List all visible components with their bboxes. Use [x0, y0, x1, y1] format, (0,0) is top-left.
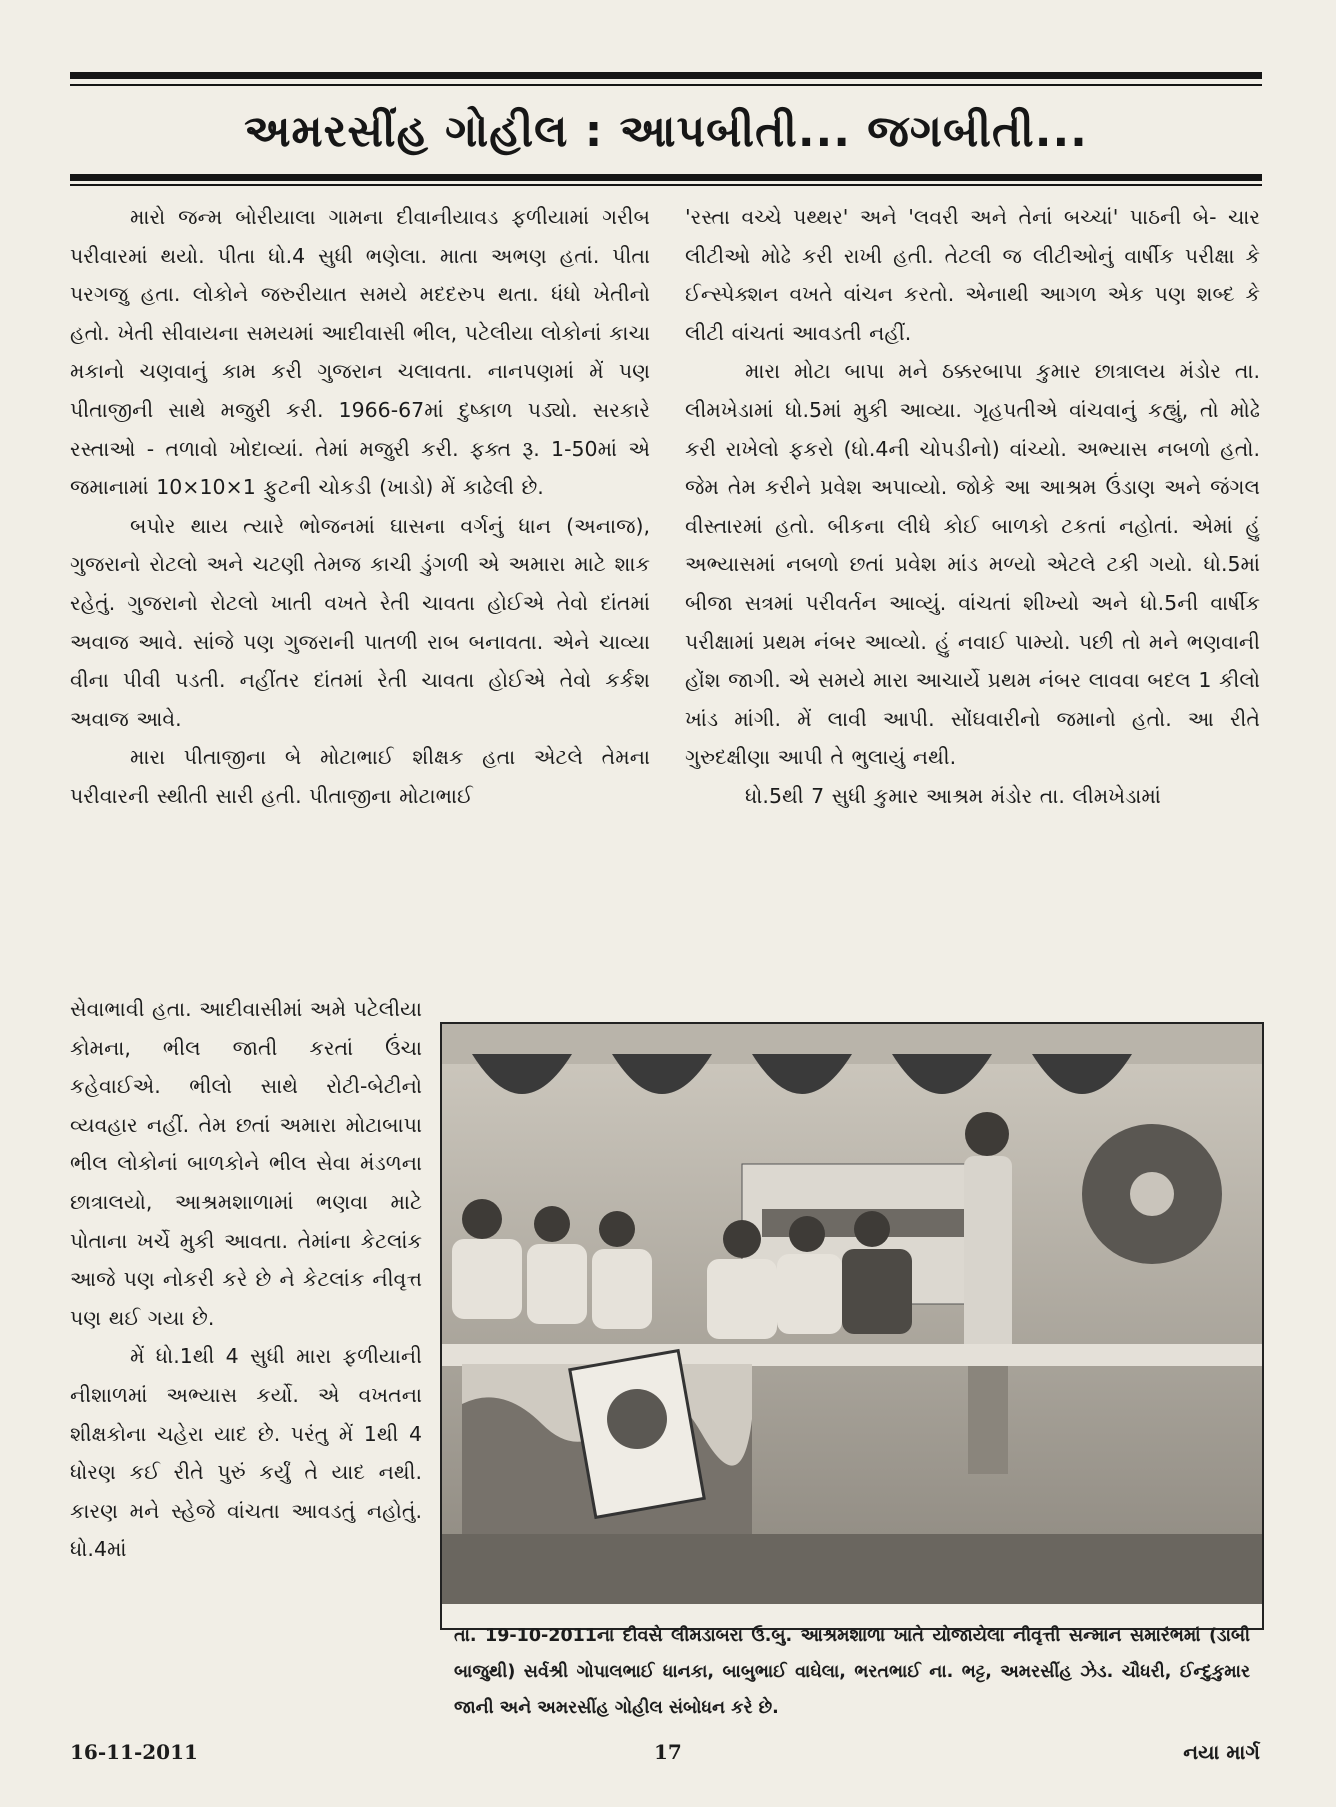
title-rule-thick [70, 174, 1262, 181]
page-number: 17 [654, 1740, 682, 1764]
paragraph: મારો જન્મ બોરીયાલા ગામના દીવાનીયાવડ ફળીયામાં ગરીબ પરીવારમાં થયો. પીતા ધો.4 સુધી ભણેલા. માતા અભણ હતાં. પીતા પરગજુ હતા. લોકોને જરુરીયાત સમયે મદદરુપ થતા. ધંધો ખેતીનો હતો. ખેતી સીવાયના સમયમાં આદીવાસી ભીલ, પટેલીયા લોકોનાં કાચા મકાનો ચણવાનું કામ કરી ગુજરાન ચલાવતા. નાનપણમાં મેં પણ પીતાજીની સાથે મજુરી કરી. 1966-67માં દુષ્કાળ પડ્યો. સરકારે રસ્તાઓ - તળાવો ખોદાવ્યાં. તેમાં મજુરી કરી. ફક્ત રૂ. 1-50માં એ જમાનામાં 10×10×1 ફુટની ચોકડી (ખાડો) મેં કાઢેલી છે. [70, 205, 650, 500]
magazine-name: નયા માર્ગ [1183, 1740, 1260, 1764]
paragraph: મારા પીતાજીના બે મોટાભાઈ શીક્ષક હતા એટલે તેમના પરીવારની સ્થીતી સારી હતી. પીતાજીના મોટાભાઈ [70, 745, 650, 808]
right-column [685, 198, 1260, 816]
article-title: અમરસીંહ ગોહીલ : આપબીતી... જગબીતી... [244, 106, 1088, 157]
paragraph: 'રસ્તા વચ્ચે પથ્થર' અને 'લવરી અને તેનાં બચ્ચાં' પાઠની બે- ચાર લીટીઓ મોઢે કરી રાખી હતી. તેટલી જ લીટીઓનું વાર્ષીક પરીક્ષા કે ઈન્સ્પેક્શન વખતે વાંચન કરતો. એનાથી આગળ એક પણ શબ્દ કે લીટી વાંચતાં આવડતી નહીં. [685, 205, 1260, 345]
paragraph: સેવાભાવી હતા. આદીવાસીમાં અમે પટેલીયા કોમના, ભીલ જાતી કરતાં ઉંચા કહેવાઈએ. ભીલો સાથે રોટી-બેટીનો વ્યવહાર નહીં. તેમ છતાં અમારા મોટાબાપા ભીલ લોકોનાં બાળકોને ભીલ સેવા મંડળના છાત્રાલયો, આશ્રમશાળામાં ભણવા માટે પોતાના ખર્ચે મુકી આવતા. તેમાંના કેટલાંક આજે પણ નોકરી કરે છે ને કેટલાંક નીવૃત્ત પણ થઈ ગયા છે. [70, 997, 422, 1330]
top-rule-thin [70, 84, 1262, 86]
event-photo [442, 1024, 1262, 1604]
photo-illustration [442, 1024, 1262, 1604]
narrow-column [70, 990, 422, 1569]
left-column [70, 198, 650, 816]
top-rule-thick [70, 72, 1262, 79]
photo-caption: તા. 19-10-2011ના દીવસે લીમડાબરા ઉ.બુ. આશ્રમશાળા ખાતે યોજાયેલા નીવૃત્તી સન્માન સમારંભમાં (ડાબી બાજુથી) સર્વશ્રી ગોપાલભાઈ ધાનકા, બાબુભાઈ વાઘેલા, ભરતભાઈ ના. ભટ્ટ, અમરસીંહ ઝેડ. ચૌધરી, ઈન્દુકુમાર જાની અને અમરસીંહ ગોહીલ સંબોધન કરે છે. [454, 1626, 1250, 1718]
footer-date: 16-11-2011 [70, 1740, 198, 1764]
photo-figure [440, 1022, 1264, 1718]
paragraph: મેં ધો.1થી 4 સુધી મારા ફળીયાની નીશાળમાં અભ્યાસ કર્યો. એ વખતના શીક્ષકોના ચહેરા યાદ છે. પરંતુ મેં 1થી 4 ધોરણ કઈ રીતે પુરું કર્યું તે યાદ નથી. કારણ મને સ્હેજે વાંચતા આવડતું નહોતું. ધો.4માં [70, 1344, 422, 1562]
paragraph: બપોર થાય ત્યારે ભોજનમાં ઘાસના વર્ગનું ધાન (અનાજ), ગુજરાનો રોટલો અને ચટણી તેમજ કાચી ડુંગળી એ અમારા માટે શાક રહેતું. ગુજરાનો રોટલો ખાતી વખતે રેતી ચાવતા હોઈએ તેવો દાંતમાં અવાજ આવે. સાંજે પણ ગુજરાની પાતળી રાબ બનાવતા. એને ચાવ્યા વીના પીવી પડતી. નહીંતર દાંતમાં રેતી ચાવતા હોઈએ તેવો કર્કશ અવાજ આવે. [70, 513, 650, 731]
title-rule-thin [70, 184, 1262, 186]
paragraph: ધો.5થી 7 સુધી કુમાર આશ્રમ મંડોર તા. લીમખેડામાં [745, 783, 1161, 808]
paragraph: મારા મોટા બાપા મને ઠક્કરબાપા કુમાર છાત્રાલય મંડોર તા. લીમખેડામાં ધો.5માં મુકી આવ્યા. ગૃહપતીએ વાંચવાનું કહ્યું, તો મોઢે કરી રાખેલો ફકરો (ધો.4ની ચોપડીનો) વાંચ્યો. અભ્યાસ નબળો હતો. જેમ તેમ કરીને પ્રવેશ અપાવ્યો. જોકે આ આશ્રમ ઉંડાણ અને જંગલ વીસ્તારમાં હતો. બીકના લીધે કોઈ બાળકો ટકતાં નહોતાં. એમાં હું અભ્યાસમાં નબળો છતાં પ્રવેશ માંડ મળ્યો એટલે ટકી ગયો. ધો.5માં બીજા સત્રમાં પરીવર્તન આવ્યું. વાંચતાં શીખ્યો અને ધો.5ની વાર્ષીક પરીક્ષામાં પ્રથમ નંબર આવ્યો. હું નવાઈ પામ્યો. પછી તો મને ભણવાની હોંશ જાગી. એ સમયે મારા આચાર્યે પ્રથમ નંબર લાવવા બદલ 1 કીલો ખાંડ માંગી. મેં લાવી આપી. સોંઘવારીનો જમાનો હતો. આ રીતે ગુરુદક્ષીણા આપી તે ભુલાયું નથી. [685, 359, 1260, 770]
